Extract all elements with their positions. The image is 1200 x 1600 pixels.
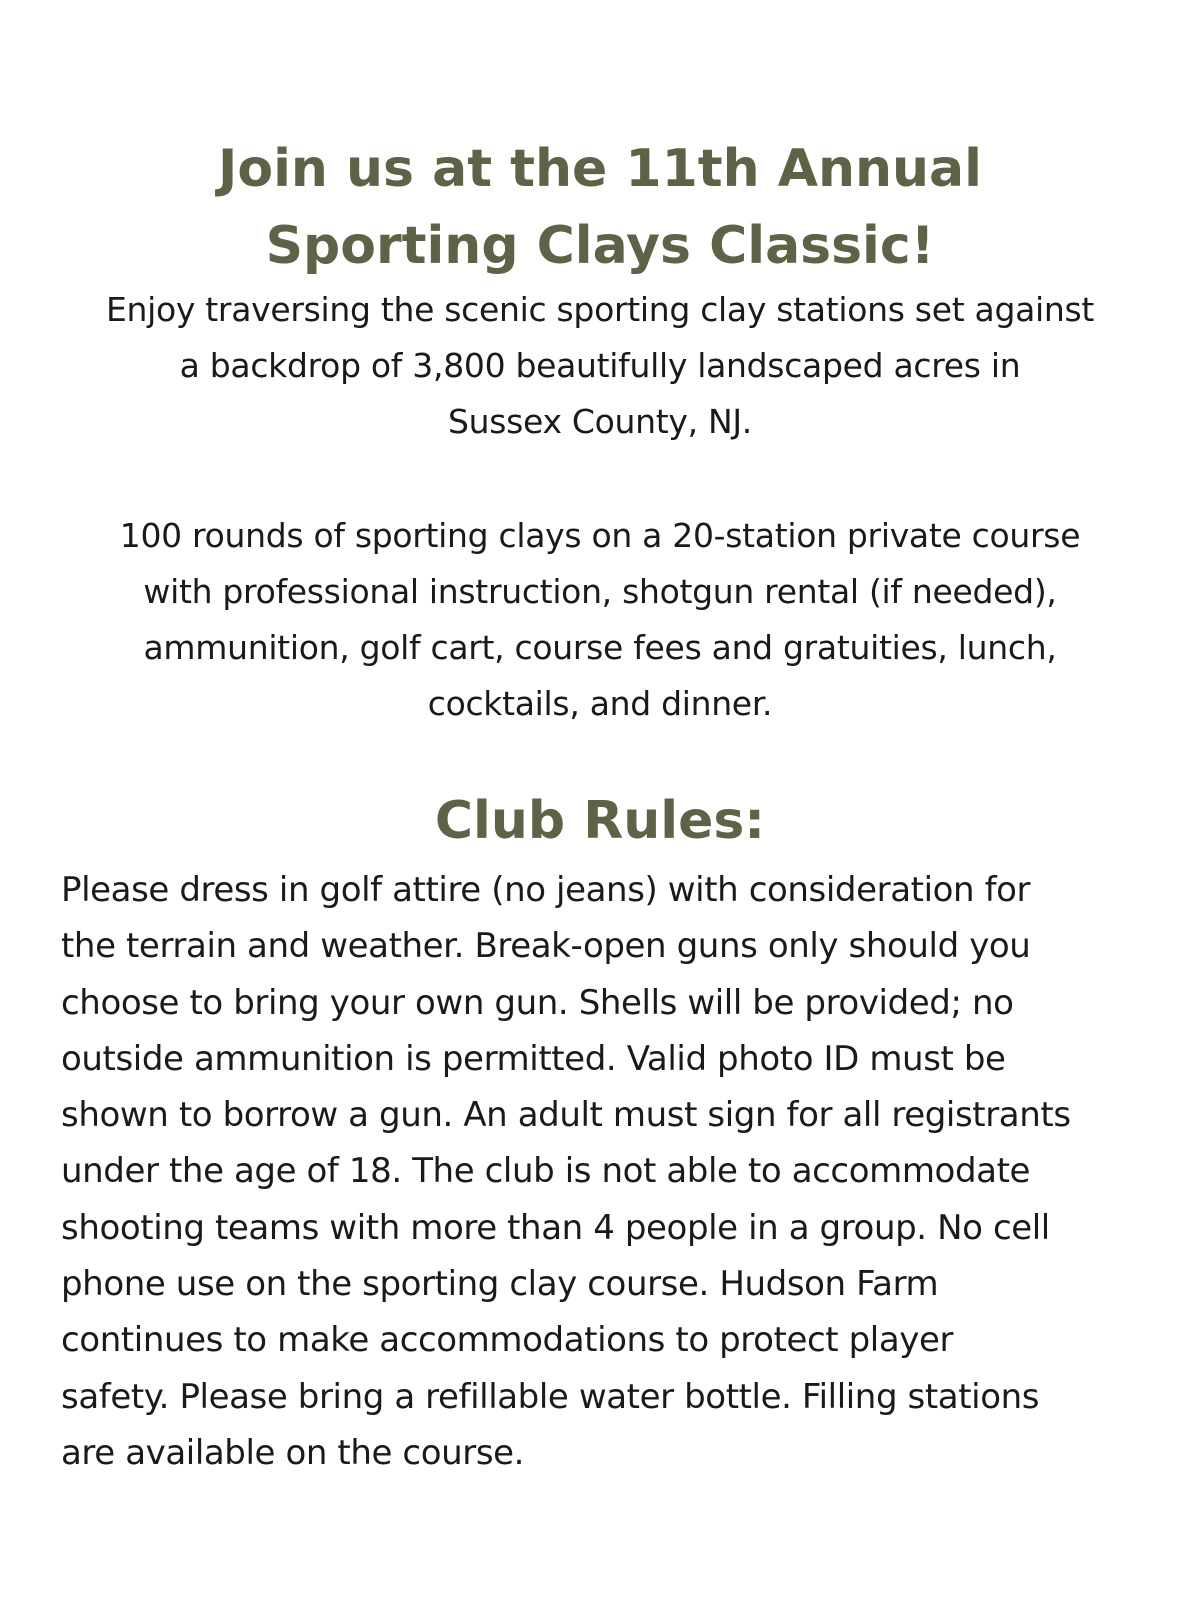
rules-line: choose to bring your own gun. Shells will be provided; no	[61, 982, 1014, 1023]
rules-line: shown to borrow a gun. An adult must sign for all registrants	[61, 1095, 1071, 1136]
rules-line: Please dress in golf attire (no jeans) with consideration for	[61, 870, 1031, 910]
intro-paragraph	[40, 282, 1160, 450]
headline-line-1: Join us at the 11th Annual	[218, 139, 982, 199]
package-line: ammunition, golf cart, course fees and gratuities, lunch,	[143, 628, 1057, 667]
package-line: with professional instruction, shotgun rental (if needed),	[143, 572, 1057, 611]
rules-line: shooting teams with more than 4 people in a group. No cell	[61, 1207, 1050, 1248]
package-line: 100 rounds of sporting clays on a 20-station private course	[119, 516, 1081, 555]
event-headline	[0, 131, 1200, 285]
rules-line: outside ammunition is permitted. Valid photo ID must be	[61, 1038, 1006, 1079]
club-rules-paragraph	[61, 862, 1171, 1481]
rules-line: the terrain and weather. Break-open guns only should you	[61, 926, 1031, 967]
package-details-paragraph	[40, 508, 1160, 732]
intro-line: Enjoy traversing the scenic sporting clay stations set against	[105, 290, 1095, 329]
club-rules-heading: Club Rules:	[434, 791, 766, 851]
headline-line-2: Sporting Clays Classic!	[265, 216, 935, 276]
rules-line: continues to make accommodations to protect player	[61, 1320, 954, 1361]
intro-line: a backdrop of 3,800 beautifully landscaped acres in	[179, 346, 1021, 385]
rules-line: are available on the course.	[61, 1432, 525, 1473]
rules-line: under the age of 18. The club is not able to accommodate	[61, 1151, 1031, 1192]
intro-line: Sussex County, NJ.	[447, 402, 752, 441]
package-line: cocktails, and dinner.	[427, 684, 773, 723]
rules-line: phone use on the sporting clay course. Hudson Farm	[61, 1264, 939, 1305]
rules-line: safety. Please bring a refillable water bottle. Filling stations	[61, 1376, 1040, 1417]
